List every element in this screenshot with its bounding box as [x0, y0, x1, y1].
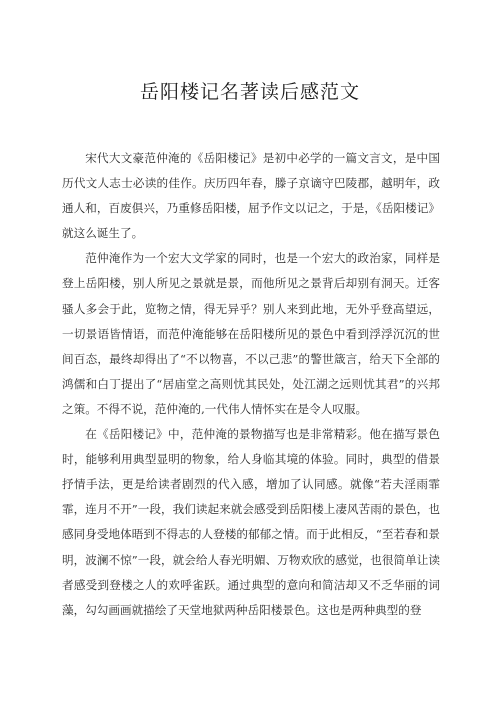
paragraph-2: 范仲淹作为一个宏大文学家的同时，也是一个宏大的政治家，同样是登上岳阳楼，别人所见之景就是景，而他所见之景背后却别有洞天。迁客骚人多会于此，览物之情，得无异乎？别人来到此地，无外乎登高望远，一切景语皆情语，而范仲淹能够在岳阳楼所见的景色中看到浮浮沉沉的世间百态，最终却得出了“不以物喜，不以己悲”的警世箴言，给天下全部的鸿儒和白丁提出了“居庙堂之高则忧其民处，处江湖之远则忧其君”的兴邦之策。不得不说，范仲淹的,一代伟人情怀实在是令人叹服。	[62, 251, 440, 416]
document-body	[62, 146, 440, 623]
paragraph-1: 宋代大文豪范仲淹的《岳阳楼记》是初中必学的一篇文言文，是中国历代文人志士必读的佳作。庆历四年春，滕子京谪守巴陵郡，越明年，政通人和，百废俱兴，乃重修岳阳楼，屈予作文以记之，于是，《岳阳楼记》就这么诞生了。	[62, 151, 440, 241]
paragraph-3: 在《岳阳楼记》中，范仲淹的景物描写也是非常精彩。他在描写景色时，能够利用典型显明的物象，给人身临其境的体验。同时，典型的借景抒情手法，更是给读者剧烈的代入感，增加了认同感。就像“若夫淫雨霏霏，连月不开”一段，我们读起来就会感受到岳阳楼上凄风苦雨的景色，也感同身受地体晤到不得志的人登楼的郁郁之情。而于此相反，“至若春和景明，波澜不惊”一段，就会给人春光明媚、万物欢欣的感觉，也很简单让读者感受到登楼之人的欢呼雀跃。通过典型的意向和简洁却又不乏华丽的词藻，勾勾画画就描绘了天堂地狱两种岳阳楼景色。这也是两种典型的登	[62, 427, 440, 617]
document-title: 岳阳楼记名著读后感范文	[139, 81, 360, 103]
